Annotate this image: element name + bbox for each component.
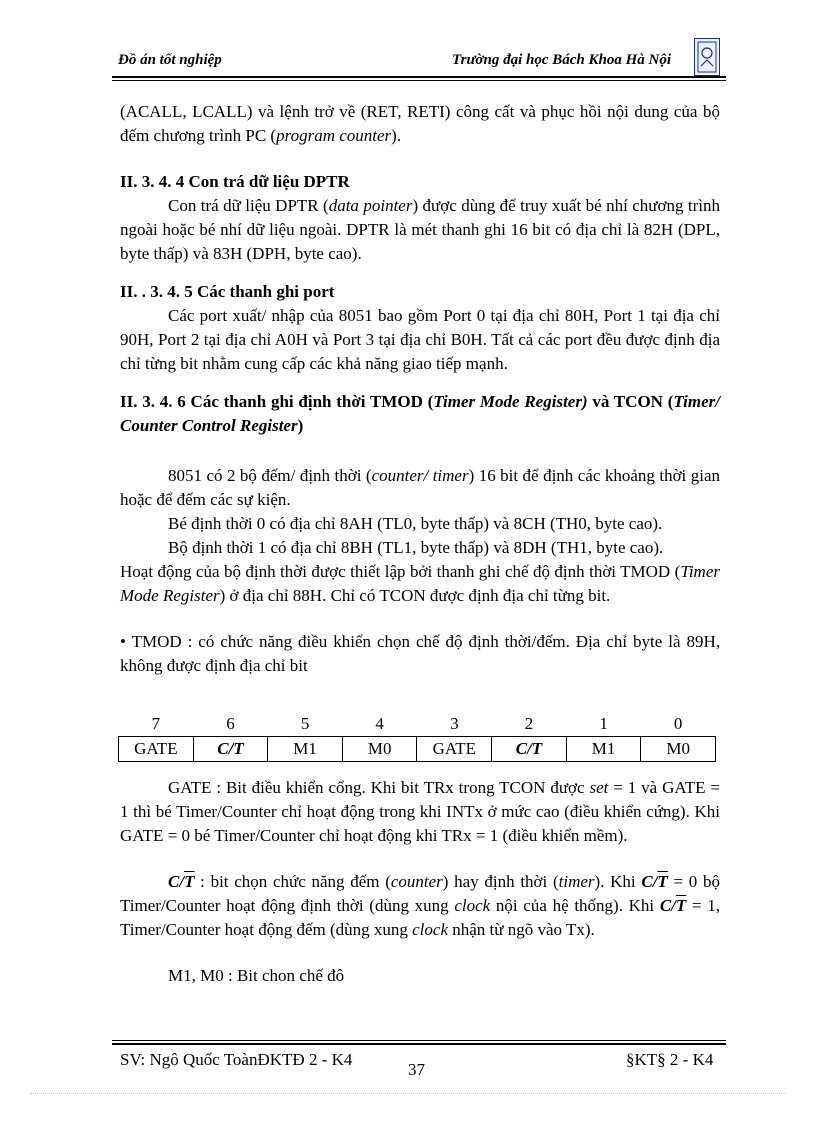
header-rule [112,76,726,78]
bit-cell: M0 [641,737,716,762]
bit-cell: C/T [492,737,567,762]
paragraph-dptr: Con trá dữ liệu DPTR (data pointer) được dùng để truy xuất bé nhí chương trình ngoài hoặc bé nhí dữ liệu ngoài. DPTR là mét thanh ghi 16 bit có địa chỉ là 82H (DPL, byte thấp) và 83H (DPH, byte cao). [120,196,720,263]
bit-index: 1 [599,714,608,733]
paragraph-mode-bits: M1, M0 : Bit chon chế đô [168,966,345,985]
footer-class: §KT§ 2 - K4 [626,1050,714,1069]
bit-cell: M0 [342,737,417,762]
paragraph-tmod-bullet: • TMOD : có chức năng điều khiển chọn chế độ định thời/đếm. Địa chỉ byte là 89H, không được định địa chỉ bit [120,632,720,675]
page-edge-dotted-line [30,1093,786,1094]
page-number: 37 [408,1060,425,1079]
heading-dptr: II. 3. 4. 4 Con trá dữ liệu DPTR [120,172,350,191]
bit-index: 2 [524,714,534,733]
bit-index-row [119,712,716,737]
bit-index: 3 [450,714,459,733]
heading-timer-registers: II. 3. 4. 6 Các thanh ghi định thời TMOD (Timer Mode Register) và TCON (Timer/ Counter Control Register) [120,392,720,435]
bit-cell: C/T [193,737,268,762]
paragraph-gate: GATE : Bit điều khiển cổng. Khi bit TRx trong TCON được set = 1 và GATE = 1 thì bé Timer/Counter chỉ hoạt động trong khi INTx ở mức cao (điều khiển cứng). Khi GATE = 0 bé Timer/Counter chỉ hoạt động khi TRx = 1 (điều khiển mềm). [120,778,720,845]
header-left-title: Đồ án tốt nghiệp [118,52,222,68]
page-body [120,100,720,988]
heading-port-registers: II. . 3. 4. 5 Các thanh ghi port [120,282,335,301]
bit-index: 7 [151,714,161,733]
footer-rule [112,1040,726,1041]
bit-name-row [119,737,716,762]
header-right-title: Trường đại học Bách Khoa Hà Nội [452,52,672,68]
paragraph-timer1: Bộ định thời 1 có địa chỉ 8BH (TL1, byte thấp) và 8DH (TH1, byte cao). [168,538,664,557]
bit-cell: M1 [268,737,343,762]
header-rule-thin [112,80,726,81]
paragraph-call-return: (ACALL, LCALL) và lệnh trở về (RET, RETI) công cất và phục hồi nội dung của bộ đếm chương trình PC (program counter). [120,102,720,145]
bit-index: 4 [375,714,384,733]
paragraph-timer0: Bé định thời 0 có địa chỉ 8AH (TL0, byte thấp) và 8CH (TH0, byte cao). [168,514,663,533]
bit-cell: M1 [566,737,641,762]
university-logo-icon [694,38,720,76]
bit-cell: GATE [119,737,194,762]
paragraph-timers-intro: 8051 có 2 bộ đếm/ định thời (counter/ timer) 16 bit để định các khoảng thời gian hoặc để đếm các sự kiện. [120,466,721,509]
footer-student: SV: Ngô Quốc ToànĐKTĐ 2 - K4 [120,1050,353,1069]
paragraph-tmod-setup: Hoạt động của bộ định thời được thiết lập bởi thanh ghi chế độ định thời TMOD (Timer Mode Register) ở địa chỉ 88H. Chỉ có TCON được định địa chỉ từng bit. [120,562,720,605]
bit-index: 0 [673,714,683,733]
bit-index: 6 [226,714,235,733]
bit-index: 5 [300,714,310,733]
bit-cell: GATE [417,737,492,762]
tmod-bit-table [118,712,716,762]
footer-rule-thick [112,1043,726,1045]
paragraph-ct-bit: $C/\overline{T}$ : bit chọn chức năng đếm (counter) hay định thời (timer). Khi $C/\overline{T} = 0$ bộ Timer/Counter hoạt động định thời (dùng xung clock nội của hệ thống). Khi $C/\overline{T} = 1$, Timer/Counter hoạt động đếm (dùng xung clock nhận từ ngõ vào Tx). [120,872,721,939]
paragraph-ports: Các port xuất/ nhập của 8051 bao gồm Port 0 tại địa chỉ 80H, Port 1 tại địa chỉ 90H, Port 2 tại địa chỉ A0H và Port 3 tại địa chỉ B0H. Tất cả các port đều được định địa chỉ từng bit nhằm cung cấp các khả năng giao tiếp mạnh. [120,306,720,373]
